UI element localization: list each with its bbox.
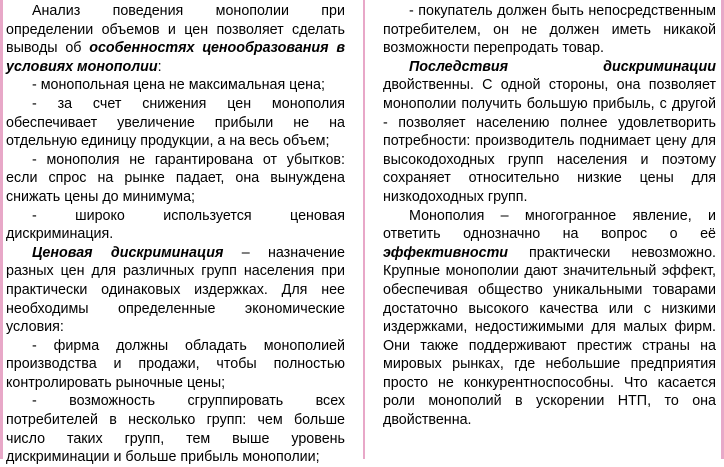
feature-item: - монопольная цена не максимальная цена; [32,77,325,94]
intro-emphasis: особенностях ценообразования в условиях монополии [6,40,345,75]
column-divider [363,0,365,459]
intro-colon: : [157,58,162,75]
discrimination-definition: – назначение разных цен для различных групп населения при практически одинаковых издержках. Для нее необходимы определенные экономические условия: [6,244,345,336]
discrimination-term: Ценовая дискриминация [32,244,224,261]
left-edge-border [0,0,3,459]
efficiency-text-end: практически невозможно. Крупные монополии дают значительный эффект, обеспечивая общество уникальными товарами достаточно высокого качества или с низкими издержками, недостижимыми для малых фирм. Они также поддерживают престиж страны на мировых рынках, где небольшие предприятия просто не конкурентноспособны. Что касается роли монополий в ускорении НТП, то она двойственна. [383,244,716,429]
intro-paragraph [6,2,345,76]
efficiency-text-start: Монополия – многогранное явление, и ответить однозначно на вопрос о её [383,207,716,243]
consequences-text: двойственны. С одной стороны, она позволяет монополии получить большую прибыль, с другой - позволяет населению полнее удовлетворить потребности: производитель поднимает цену для высокодоходных групп населения и поэтому сохраняет относительно низкие цены для низкодоходных групп. [383,77,716,205]
condition-item: - возможность сгруппировать всех потребителей в несколько групп: чем больше число таких групп, тем выше уровень дискриминации и больше прибыль монополии; [6,393,345,466]
right-column [383,2,716,430]
intro-text: Анализ поведения монополии при определении объемов и цен позволяет сделать выводы об [6,3,345,57]
consequences-paragraph [383,58,716,207]
feature-item: - монополия не гарантирована от убытков: если спрос на рынке падает, она вынуждена снижать цены до минимума; [6,151,345,205]
efficiency-paragraph [383,207,716,430]
consequences-term: Последствия дискриминации [409,58,716,75]
feature-item: - широко используется ценовая дискриминация. [6,207,345,243]
condition-item: - фирма должны обладать монополией производства и продажи, чтобы полностью контролировать рыночные цены; [6,337,345,391]
efficiency-emphasis: эффективности [383,244,509,261]
feature-item: - за счет снижения цен монополия обеспечивает увеличение прибыли не на отдельную единицу продукции, а на весь объем; [6,95,345,150]
left-column [6,2,345,467]
discrimination-paragraph [6,244,345,337]
condition-item: - покупатель должен быть непосредственным потребителем, он не должен иметь никакой возможности перепродать товар. [383,3,716,57]
